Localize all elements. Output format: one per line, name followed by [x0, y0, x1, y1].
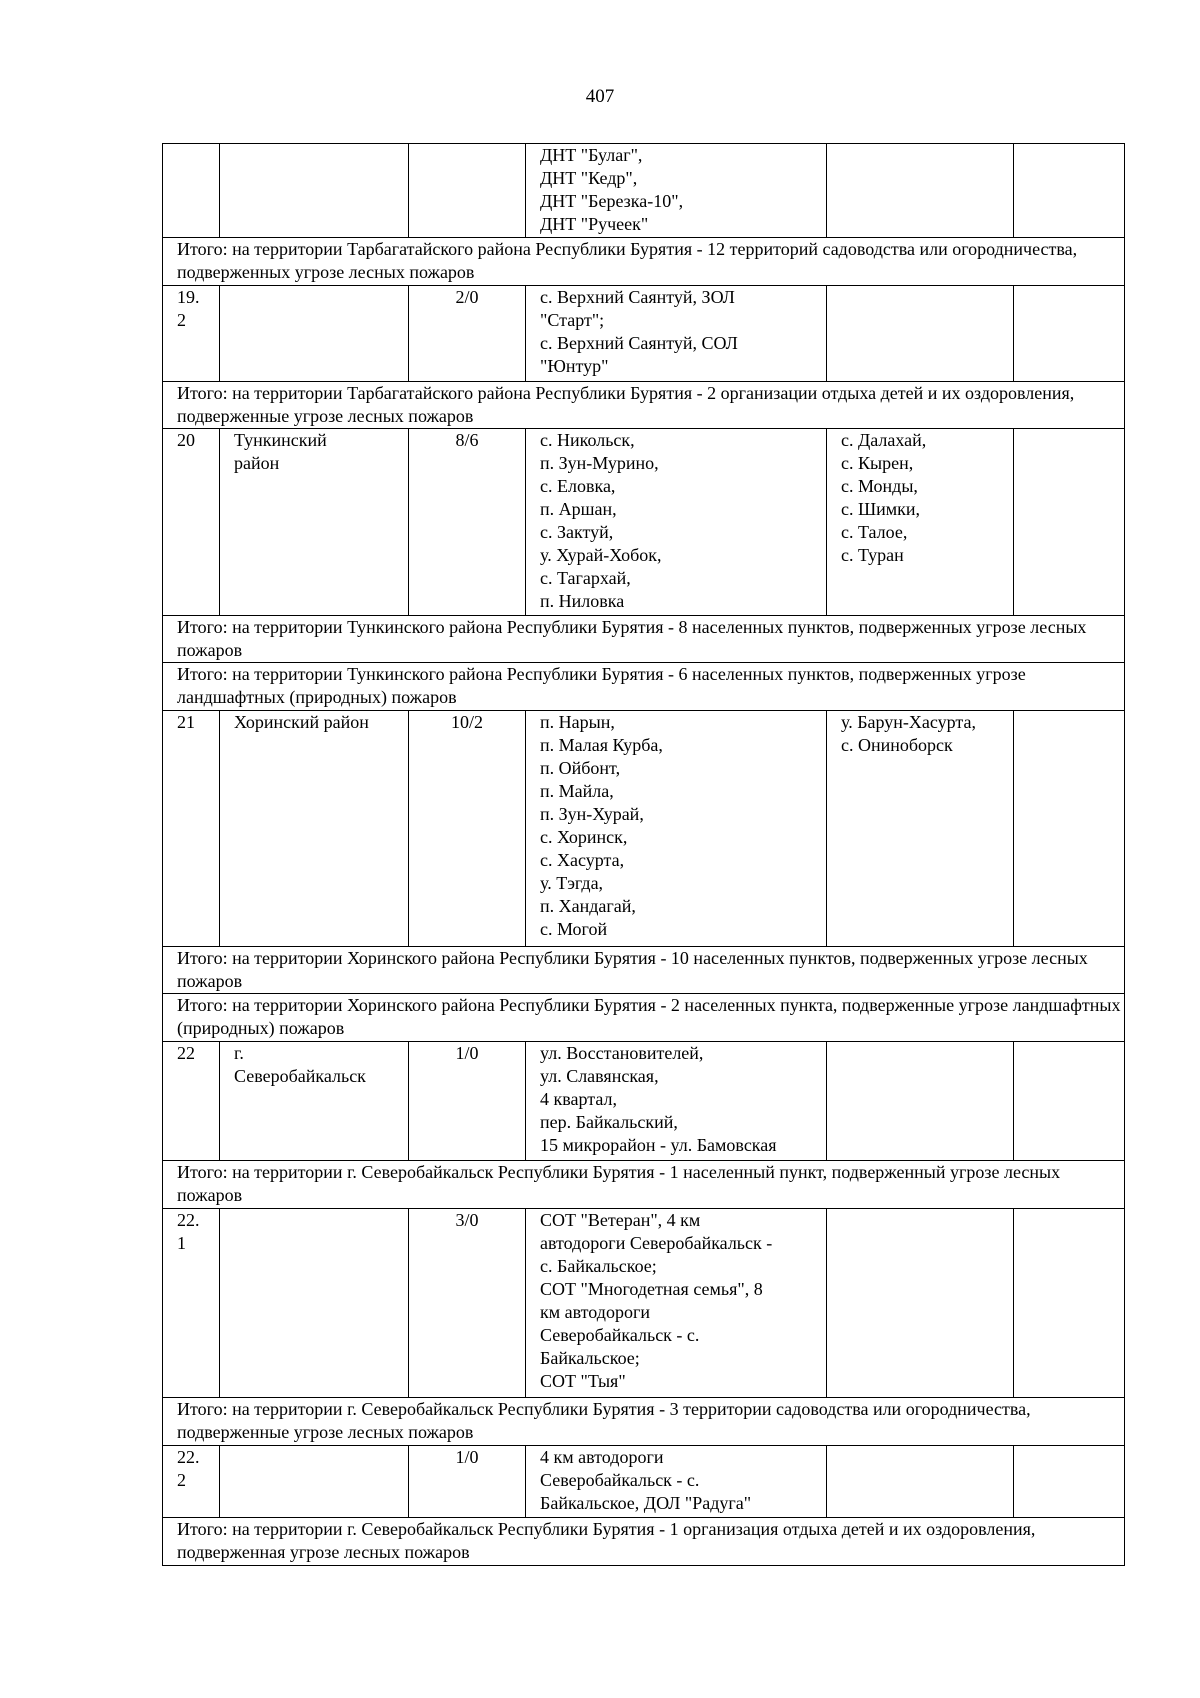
total-text: Итого: на территории г. Северобайкальск Республики Бурятия - 1 населенный пункт, подверженный угрозе лесных пожаров — [163, 1161, 1125, 1209]
total-row — [163, 238, 1125, 286]
forest-fire-settlements-cell: ДНТ "Булаг", ДНТ "Кедр", ДНТ "Березка-10", ДНТ "Ручеек" — [526, 144, 827, 238]
total-text: Итого: на территории г. Северобайкальск Республики Бурятия - 3 территории садоводства или огородничества, подверженные угрозе лесных пожаров — [163, 1398, 1125, 1446]
row-number-cell: 20 — [163, 429, 220, 616]
notes-cell — [1014, 144, 1125, 238]
notes-cell — [1014, 711, 1125, 947]
total-text: Итого: на территории Хоринского района Республики Бурятия - 10 населенных пунктов, подверженных угрозе лесных пожаров — [163, 947, 1125, 994]
table-row — [163, 429, 1125, 616]
row-number-cell: 22. 2 — [163, 1446, 220, 1518]
total-text: Итого: на территории Тарбагатайского района Республики Бурятия - 12 территорий садоводства или огородничества, подверженных угрозе лесных пожаров — [163, 238, 1125, 286]
table-row — [163, 144, 1125, 238]
settlement-count-cell — [409, 144, 526, 238]
total-row — [163, 663, 1125, 711]
notes-cell — [1014, 429, 1125, 616]
total-row — [163, 947, 1125, 994]
total-row — [163, 616, 1125, 663]
page-number: 407 — [585, 86, 615, 107]
total-text: Итого: на территории г. Северобайкальск Республики Бурятия - 1 организация отдыха детей и их оздоровления, подверженная угрозе лесных пожаров — [163, 1518, 1125, 1566]
settlement-count-cell: 3/0 — [409, 1209, 526, 1398]
row-number-cell — [163, 144, 220, 238]
total-text: Итого: на территории Тарбагатайского района Республики Бурятия - 2 организации отдыха детей и их оздоровления, подверженные угрозе лесных пожаров — [163, 382, 1125, 429]
landscape-fire-settlements-cell — [827, 144, 1014, 238]
landscape-fire-settlements-cell — [827, 1446, 1014, 1518]
settlement-count-cell: 1/0 — [409, 1042, 526, 1161]
table-row — [163, 1446, 1125, 1518]
table-row — [163, 1209, 1125, 1398]
notes-cell — [1014, 1446, 1125, 1518]
landscape-fire-settlements-cell: с. Далахай, с. Кырен, с. Монды, с. Шимки, с. Талое, с. Туран — [827, 429, 1014, 616]
forest-fire-settlements-cell: ул. Восстановителей, ул. Славянская, 4 квартал, пер. Байкальский, 15 микрорайон - ул. Бамовская — [526, 1042, 827, 1161]
notes-cell — [1014, 1209, 1125, 1398]
notes-cell — [1014, 1042, 1125, 1161]
district-name-cell: Хоринский район — [220, 711, 409, 947]
table-row — [163, 711, 1125, 947]
forest-fire-settlements-cell: СОТ "Ветеран", 4 км автодороги Северобайкальск - с. Байкальское; СОТ "Многодетная семья", 8 км автодороги Северобайкальск - с. Байкальское; СОТ "Тыя" — [526, 1209, 827, 1398]
landscape-fire-settlements-cell — [827, 1209, 1014, 1398]
table-row — [163, 286, 1125, 382]
row-number-cell: 19. 2 — [163, 286, 220, 382]
settlement-count-cell: 8/6 — [409, 429, 526, 616]
district-name-cell — [220, 1446, 409, 1518]
settlements-table — [162, 143, 1125, 1566]
landscape-fire-settlements-cell — [827, 286, 1014, 382]
district-name-cell: Тункинский район — [220, 429, 409, 616]
total-row — [163, 382, 1125, 429]
total-text: Итого: на территории Тункинского района Республики Бурятия - 6 населенных пунктов, подверженных угрозе ландшафтных (природных) пожаров — [163, 663, 1125, 711]
total-row — [163, 1398, 1125, 1446]
row-number-cell: 21 — [163, 711, 220, 947]
settlement-count-cell: 10/2 — [409, 711, 526, 947]
total-row — [163, 1161, 1125, 1209]
settlement-count-cell: 2/0 — [409, 286, 526, 382]
total-row — [163, 1518, 1125, 1566]
district-name-cell — [220, 144, 409, 238]
district-name-cell — [220, 1209, 409, 1398]
forest-fire-settlements-cell: с. Никольск, п. Зун-Мурино, с. Еловка, п. Аршан, с. Зактуй, у. Хурай-Хобок, с. Тагархай, п. Ниловка — [526, 429, 827, 616]
forest-fire-settlements-cell: 4 км автодороги Северобайкальск - с. Байкальское, ДОЛ "Радуга" — [526, 1446, 827, 1518]
total-text: Итого: на территории Тункинского района Республики Бурятия - 8 населенных пунктов, подверженных угрозе лесных пожаров — [163, 616, 1125, 663]
total-text: Итого: на территории Хоринского района Республики Бурятия - 2 населенных пункта, подверженные угрозе ландшафтных (природных) пожаров — [163, 994, 1125, 1042]
district-name-cell: г. Северобайкальск — [220, 1042, 409, 1161]
row-number-cell: 22 — [163, 1042, 220, 1161]
landscape-fire-settlements-cell — [827, 1042, 1014, 1161]
settlement-count-cell: 1/0 — [409, 1446, 526, 1518]
table-row — [163, 1042, 1125, 1161]
landscape-fire-settlements-cell: у. Барун-Хасурта, с. Ониноборск — [827, 711, 1014, 947]
district-name-cell — [220, 286, 409, 382]
forest-fire-settlements-cell: с. Верхний Саянтуй, ЗОЛ "Старт"; с. Верхний Саянтуй, СОЛ "Юнтур" — [526, 286, 827, 382]
row-number-cell: 22. 1 — [163, 1209, 220, 1398]
notes-cell — [1014, 286, 1125, 382]
total-row — [163, 994, 1125, 1042]
forest-fire-settlements-cell: п. Нарын, п. Малая Курба, п. Ойбонт, п. Майла, п. Зун-Хурай, с. Хоринск, с. Хасурта, у. Тэгда, п. Хандагай, с. Могой — [526, 711, 827, 947]
